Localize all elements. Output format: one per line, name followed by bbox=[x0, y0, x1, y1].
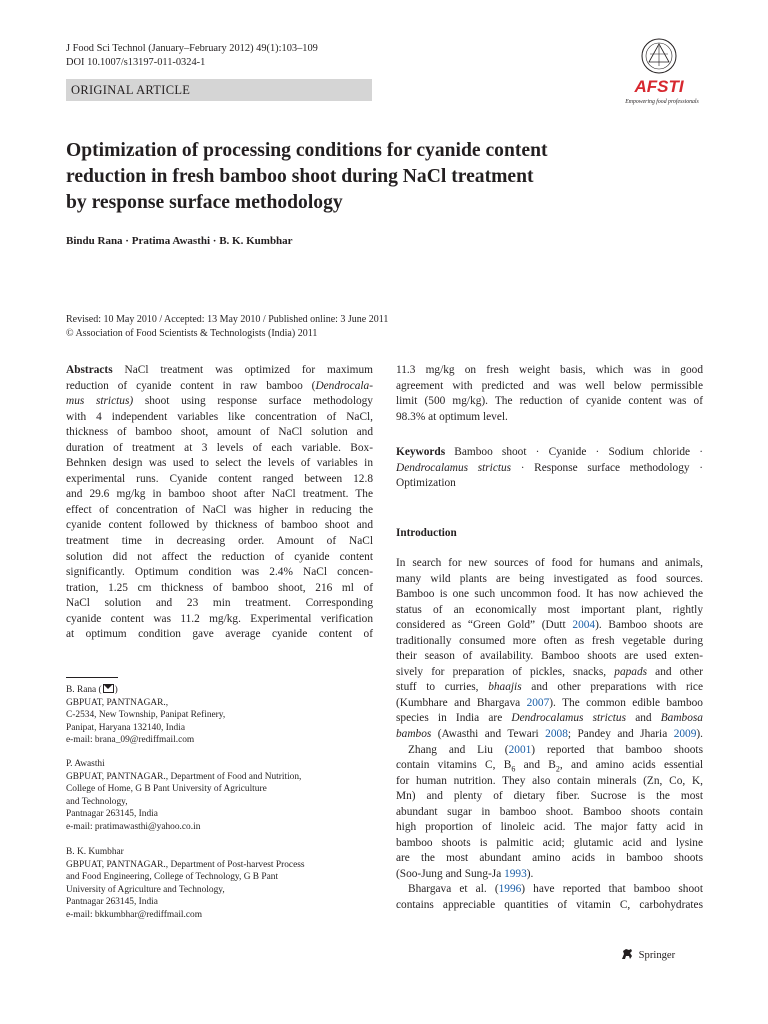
keywords-label: Keywords bbox=[396, 446, 446, 458]
title-line: Optimization of processing conditions for cyanide content bbox=[66, 140, 548, 161]
title-line: reduction in fresh bamboo shoot during NaCl treatment bbox=[66, 166, 534, 187]
footnote-divider bbox=[66, 677, 118, 678]
citation-link[interactable]: 1996 bbox=[498, 883, 522, 896]
affiliation-awasthi: P. Awasthi GBPUAT, PANTNAGAR., Department of Food and Nutrition, College of Home, G B Pant University of Agriculture and Technology, Pantnagar 263145, India e-mail: pratimawasthi@yahoo.co.in bbox=[66, 759, 302, 832]
springer-horse-icon bbox=[620, 948, 636, 960]
citation-link[interactable]: 2007 bbox=[526, 696, 550, 709]
publisher-logo bbox=[620, 948, 675, 961]
journal-citation: J Food Sci Technol (January–February 2012) 49(1):103–109 bbox=[66, 43, 318, 54]
title-line: by response surface methodology bbox=[66, 192, 343, 213]
copyright-notice: © Association of Food Scientists & Technologists (India) 2011 bbox=[66, 327, 318, 339]
email-link[interactable]: e-mail: brana_09@rediffmail.com bbox=[66, 735, 195, 746]
citation-link[interactable]: 2004 bbox=[572, 619, 596, 632]
publisher-name: Springer bbox=[638, 950, 676, 961]
article-title bbox=[66, 138, 666, 216]
afsti-logo bbox=[612, 32, 706, 108]
email-link[interactable]: e-mail: bkkumbhar@rediffmail.com bbox=[66, 909, 203, 920]
logo-tagline: Empowering food professionals bbox=[625, 99, 699, 105]
introduction-heading: Introduction bbox=[396, 527, 457, 539]
article-type-banner bbox=[66, 79, 372, 101]
citation-link[interactable]: 2001 bbox=[508, 743, 532, 756]
author-list: Bindu Rana · Pratima Awasthi · B. K. Kumbhar bbox=[66, 235, 293, 247]
abstract-continued: 11.3 mg/kg on fresh weight basis, which was in good agreement with predicted and was well below permissible limit (500 mg/kg). The reduction of cyanide content was of 98.3% at optimum level. bbox=[396, 364, 703, 423]
afsti-emblem-icon bbox=[612, 32, 706, 108]
affiliation-kumbhar: B. K. Kumbhar GBPUAT, PANTNAGAR., Department of Post-harvest Process and Food Engineering, College of Technology, G B Pant University of Agriculture and Technology, Pantnagar 263145, India e-mail: bkkumbhar@rediffmail.com bbox=[66, 847, 305, 920]
logo-wordmark: AFSTI bbox=[634, 77, 684, 96]
email-envelope-icon[interactable] bbox=[103, 684, 114, 693]
citation-link[interactable]: 2008 bbox=[545, 728, 568, 741]
email-link[interactable]: e-mail: pratimawasthi@yahoo.co.in bbox=[66, 821, 201, 832]
publication-info bbox=[66, 313, 388, 340]
citation-link[interactable]: 2009 bbox=[673, 728, 697, 741]
article-type-label: ORIGINAL ARTICLE bbox=[71, 83, 191, 97]
doi[interactable]: DOI 10.1007/s13197-011-0324-1 bbox=[66, 57, 206, 68]
abstract: Abstracts NaCl treatment was optimized for maximum reduction of cyanide content in raw bamboo (Dendrocala- mus strictus) shoot using response surface methodology with 4 independent variables like concentration of NaCl, thickness of bamboo shoot, amount of NaCl solution and duration of treatment at 3 levels of each variable. Box- Behnken design was used to select the levels of variables in experimental runs. Cyanide content ranged between 12.8 and 29.6 mg/kg in bamboo shoot after NaCl treatment. The effect of concentration of NaCl was higher in reducing the cyanide content followed by thickness of bamboo shoot and treatment time in decreasing order. Amount of NaCl solution did not affect the reduction of cyanide content significantly. Optimum condition was 2.4% NaCl concen- tration, 1.25 cm thickness of bamboo shoot, 216 ml of NaCl solution and 23 min treatment. Corresponding cyanide content was 11.2 mg/kg. Experimental verification at optimum condition gave average cyanide content of bbox=[66, 364, 373, 641]
citation-link[interactable]: 1993 bbox=[504, 867, 527, 880]
abstract-label: Abstracts bbox=[66, 364, 113, 376]
introduction-body: In search for new sources of food for humans and animals, many wild plants are being investigated as food sources. Bamboo is one such uncommon food. It has now achieved the status of an economically most important plant, rightly considered as “Green Gold” (Dutt 2004). Bamboo shoots are traditionally consumed more often as fresh vegetable during their season of availability. Bamboo shoots are used exten- sively for preparation of pickles, snacks, papads and other stuff to curries, bhaajis and other preparations with rice (Kumbhare and Bhargava 2007). The common edible bamboo species in India are Dendrocalamus strictus and Bambosa bambos (Awasthi and Tewari 2008; Pandey and Jharia 2009). Zhang and Liu (2001) reported that bamboo shoots contain vitamins C, $B_6$ and $B_2$, and amino acids essential for human nutrition. They also contain minerals (Zn, Co, K, Mn) and plenty of dietary fiber. Sucrose is the most abundant sugar in bamboo shoot. Bamboo shoots contain high proportion of linoleic acid. The major fatty acid in bamboo shoots is palmitic acid; glutamic acid and lysine are the most abundant amino acids in bamboo shoots (Soo-Jung and Sung-Ja 1993). Bhargava et al. (1996) have reported that bamboo shoot contains appreciable quantities of vitamin C, carbohydrates bbox=[396, 557, 704, 912]
affiliation-rana: B. Rana ( ) GBPUAT, PANTNAGAR., C-2534, New Township, Panipat Refinery, Panipat, Haryana 132140, India e-mail: brana_09@rediffmail.com bbox=[66, 685, 226, 746]
keywords: Keywords Bamboo shoot · Cyanide · Sodium chloride · Dendrocalamus strictus · Response surface methodology · Optimization bbox=[396, 446, 703, 490]
publication-dates: Revised: 10 May 2010 / Accepted: 13 May 2010 / Published online: 3 June 2011 bbox=[66, 314, 389, 325]
